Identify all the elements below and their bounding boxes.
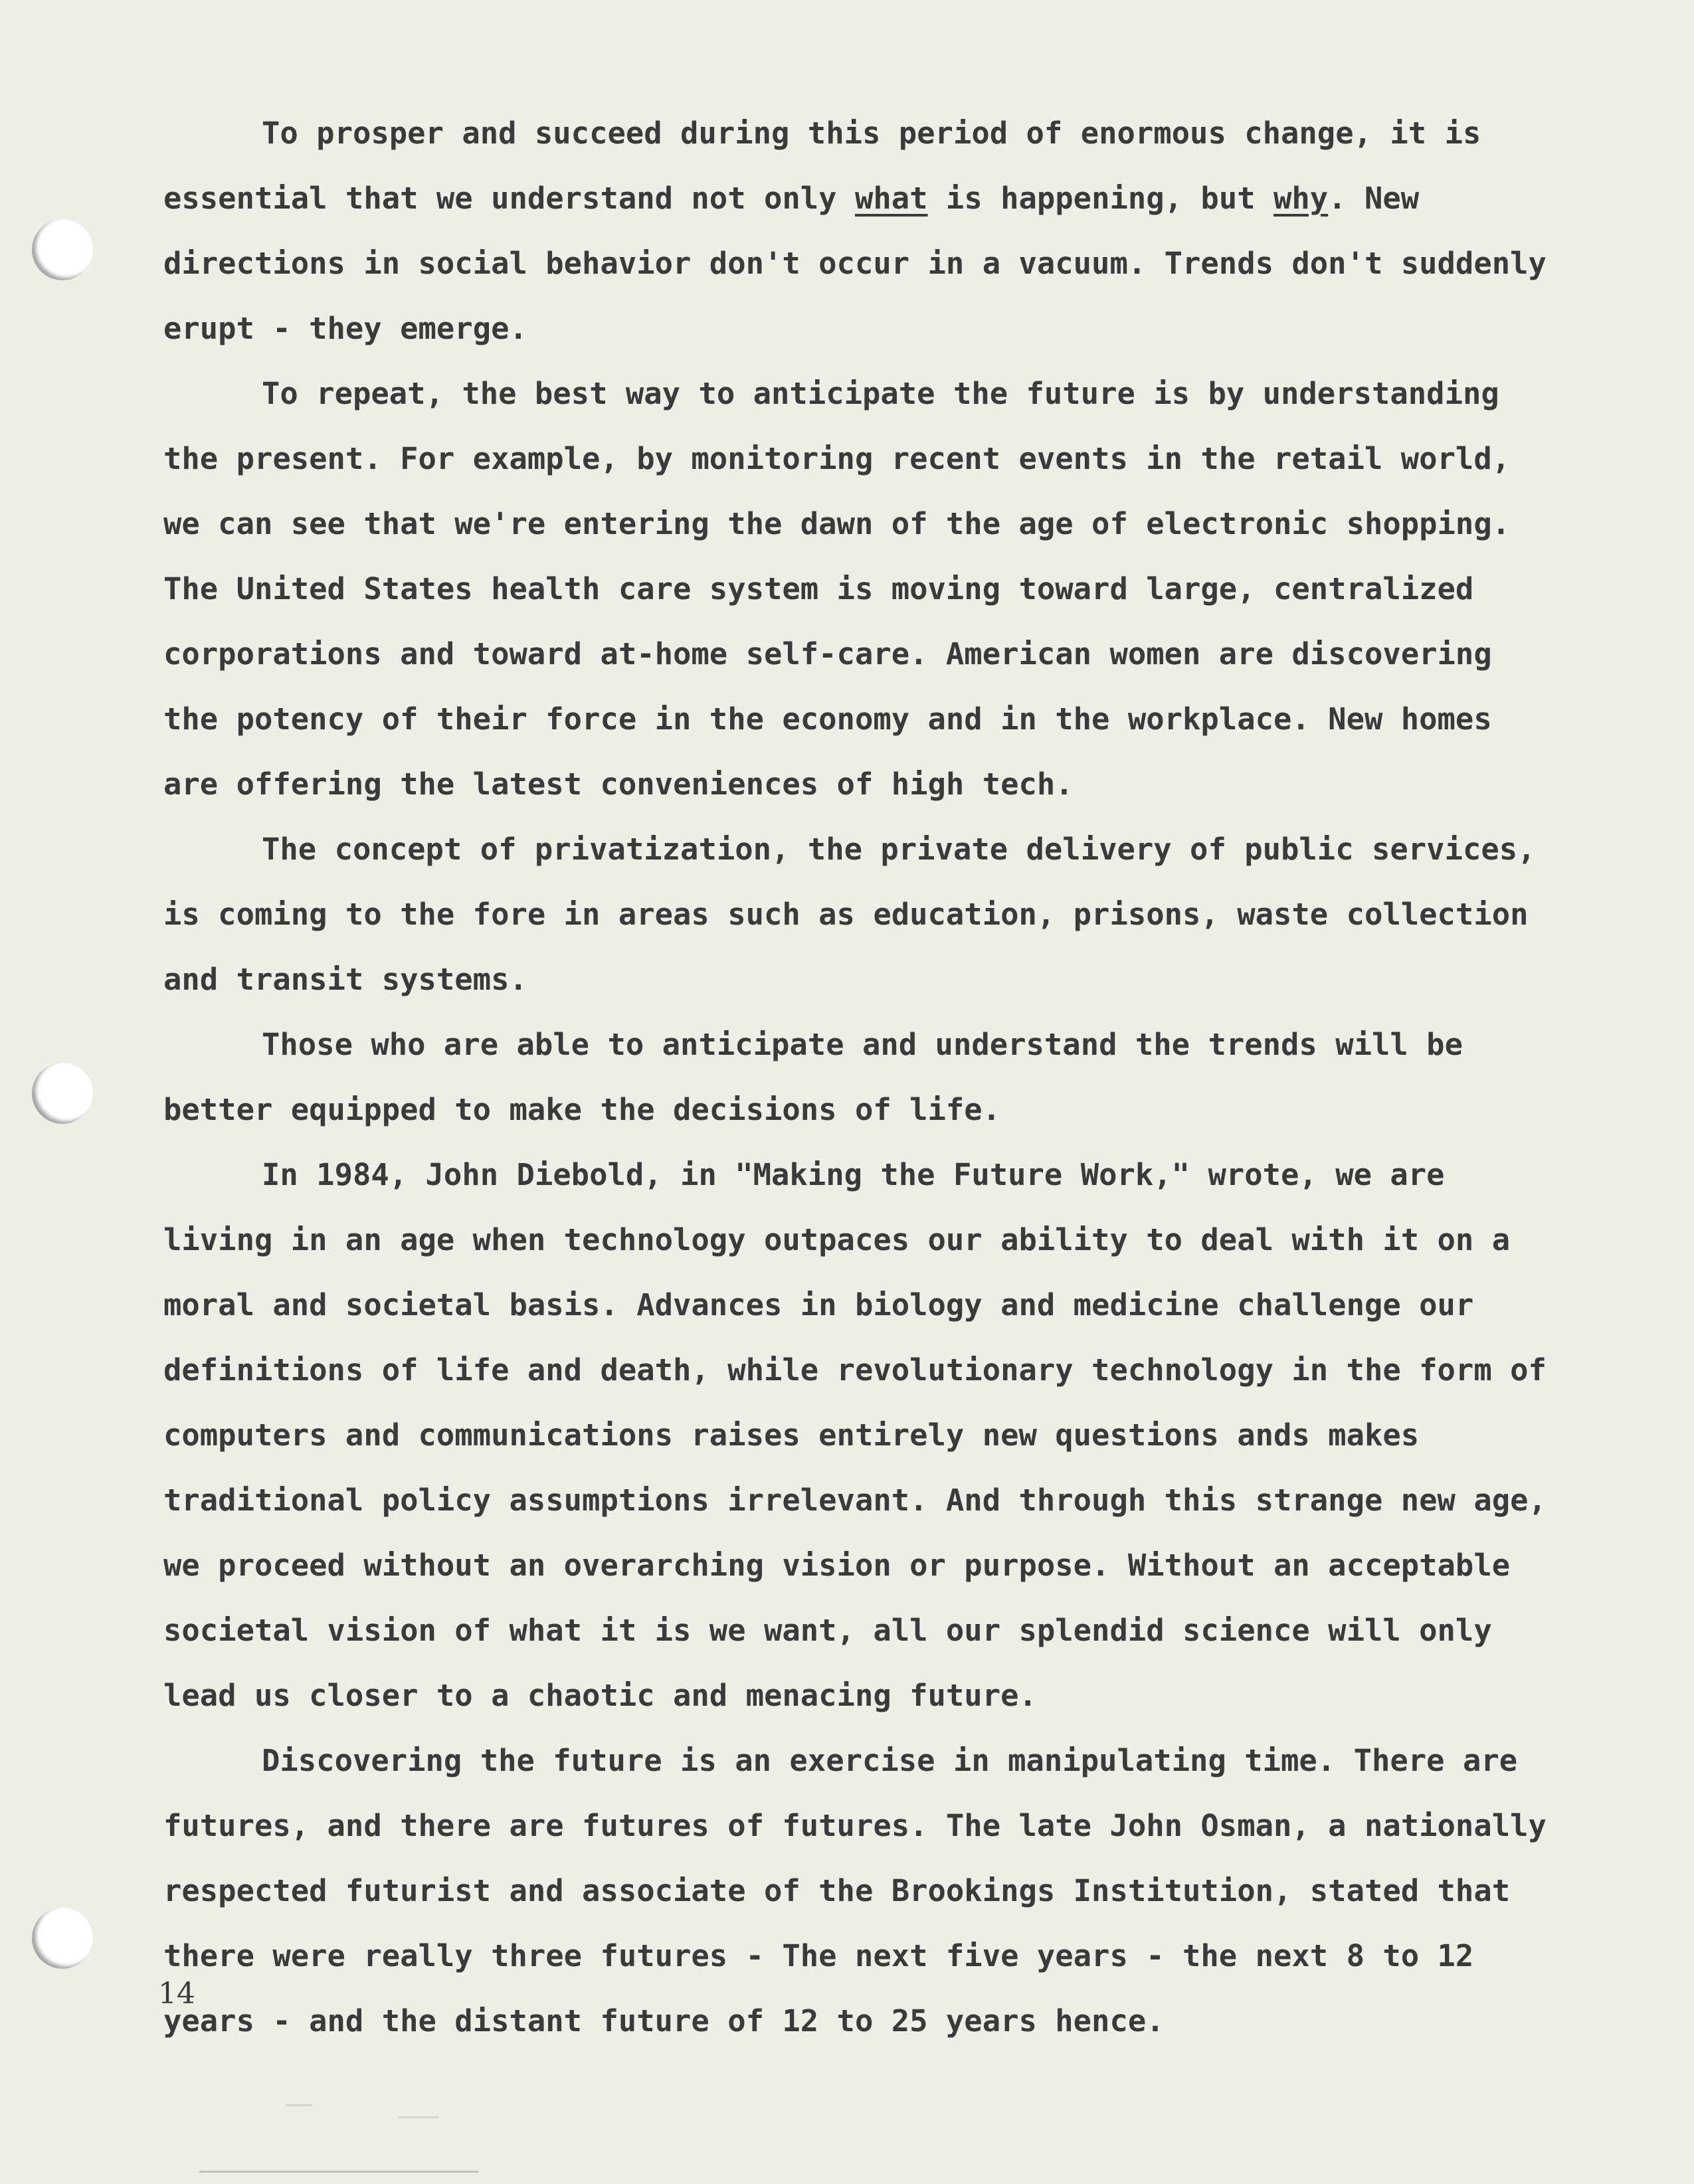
- paragraph-6: Discovering the future is an exercise in manipulating time. There are futures, and there are futures of futures. The late John Osman, a nationally respected futurist and associate of the Brookings Institution, stated that there were really three futures - The next five years - the next 8 to 12 years - and the distant future of 12 to 25 years hence.: [163, 1743, 1547, 2039]
- page-number: 14: [158, 1977, 195, 2011]
- binder-hole: [32, 1908, 93, 1969]
- paragraph-1-text: To prosper and succeed during this period of enormous change, it is essential that we understand not only: [163, 116, 1481, 216]
- scan-artifact: [399, 2116, 438, 2118]
- binder-hole: [32, 219, 93, 280]
- scan-artifact: [199, 2171, 478, 2173]
- underlined-word-what: what: [854, 181, 928, 216]
- paragraph-2: To repeat, the best way to anticipate the future is by understanding the present. For example, by monitoring recent events in the retail world, we can see that we're entering the dawn of the age of electronic shopping. The United States health care system is moving toward large, centralized corporations and toward at-home self-care. American women are discovering the potency of their force in the economy and in the workplace. New homes are offering the latest conveniences of high tech.: [163, 376, 1511, 802]
- paragraph-1: [163, 101, 1552, 361]
- paragraph-4: Those who are able to anticipate and understand the trends will be better equipped to make the decisions of life.: [163, 1027, 1463, 1127]
- body-text: [163, 101, 1552, 2054]
- binder-hole: [32, 1063, 93, 1124]
- paragraph-1-text: is happening, but: [927, 181, 1274, 216]
- paragraph-5: In 1984, John Diebold, in "Making the Future Work," wrote, we are living in an age when technology outpaces our ability to deal with it on a moral and societal basis. Advances in biology and medicine challenge our definitions of life and death, while revolutionary technology in the form of computers and communications raises entirely new questions ands makes traditional policy assumptions irrelevant. And through this strange new age, we proceed without an overarching vision or purpose. Without an acceptable societal vision of what it is we want, all our splendid science will only lead us closer to a chaotic and menacing future.: [163, 1157, 1547, 1713]
- underlined-word-why: why: [1273, 181, 1329, 216]
- paragraph-1-text: . New directions in social behavior don't occur in a vacuum. Trends don't suddenly erupt - they emerge.: [163, 181, 1547, 346]
- paragraph-3: The concept of privatization, the private delivery of public services, is coming to the fore in areas such as education, prisons, waste collection and transit systems.: [163, 832, 1536, 997]
- scan-artifact: [286, 2104, 312, 2106]
